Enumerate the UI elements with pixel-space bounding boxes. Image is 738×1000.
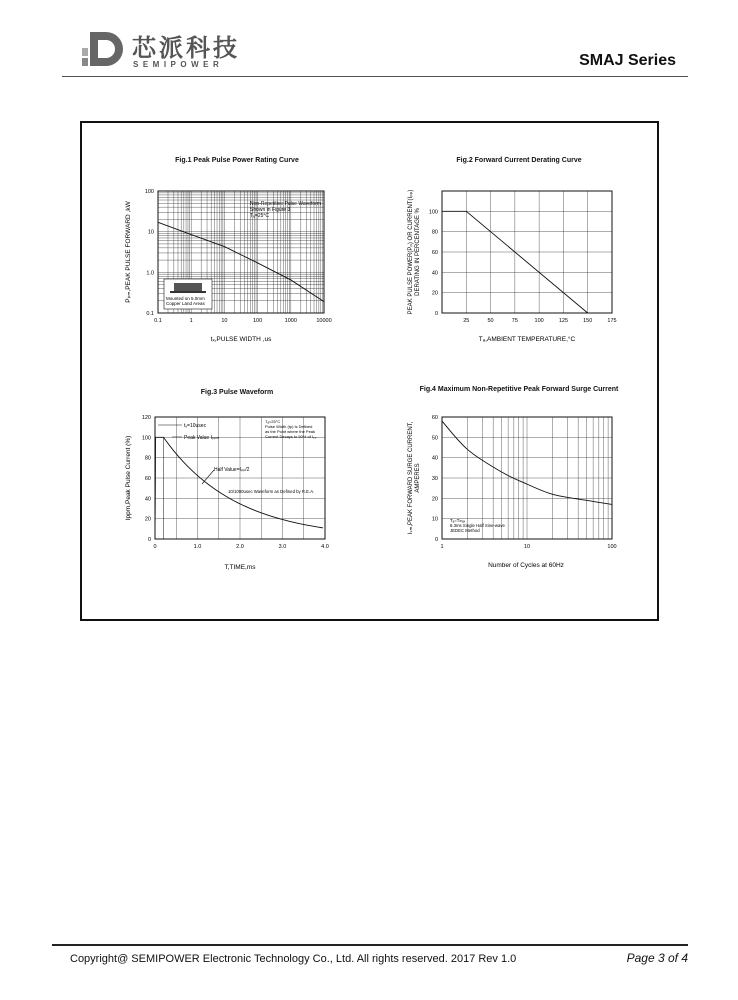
y-tick-label: 20: [431, 496, 438, 503]
fig1-ylabel: Pₚₘ,PEAK PULSE FORWARD ,kW: [125, 201, 132, 303]
y-tick-label: 50: [431, 435, 438, 442]
fig4-note-3: JEDEC Method: [450, 528, 480, 533]
fig2-ylabel-line1: PEAK PULSE POWER(Pₚ) OR CURRENT(Iₚₚ): [408, 189, 414, 315]
brand-chinese-name: 芯派科技: [132, 34, 240, 62]
fig3-xlabel: T,TIME,ms: [224, 564, 256, 571]
fig3-ylabel: Ippm,Peak Pulse Current (%): [125, 435, 132, 521]
x-tick-label: 10: [221, 318, 228, 324]
x-tick-label: 1000: [284, 318, 297, 324]
fig1-note-2: Shown in Figure 3: [250, 207, 291, 213]
y-tick-label: 0: [434, 311, 438, 317]
y-tick-label: 20: [431, 290, 438, 297]
y-tick-label: 100: [144, 189, 154, 195]
x-tick-label: 75: [511, 318, 518, 324]
fig1-device-icon: [174, 283, 202, 291]
fig1-note-5: Copper Land Areas: [166, 301, 205, 306]
x-tick-label: 50: [487, 318, 494, 324]
fig3-note-def3: Current Decays to 50% of Iₚₚ: [265, 434, 317, 439]
fig3-chart: [122, 401, 352, 601]
fig1-container: [122, 157, 352, 357]
y-tick-label: 40: [431, 270, 438, 277]
fig4-ylabel-line1: Iₛₘ,PEAK FORWARD SURGE CURRENT,: [408, 421, 414, 535]
fig3-note-ta: Tₐ=25°C: [265, 419, 281, 424]
fig3-container: [122, 389, 352, 599]
x-tick-label: 10000: [316, 318, 332, 324]
fig3-note-def2: as the Point where the Peak: [265, 429, 316, 434]
y-tick-label: 0.1: [146, 311, 154, 317]
fig4-xlabel: Number of Cycles at 60Hz: [488, 562, 564, 569]
y-tick-label: 10: [147, 229, 154, 236]
y-tick-label: 20: [144, 516, 151, 523]
y-tick-label: 80: [144, 455, 151, 462]
x-tick-label: 3.0: [278, 544, 287, 550]
x-tick-label: 150: [583, 318, 593, 324]
x-tick-label: 125: [558, 318, 569, 324]
y-tick-label: 40: [144, 496, 151, 503]
y-tick-label: 100: [141, 435, 151, 442]
y-tick-label: 60: [431, 415, 438, 421]
fig4-chart: [404, 401, 634, 601]
x-tick-label: 2.0: [236, 544, 244, 550]
y-tick-label: 1.0: [146, 270, 154, 277]
y-tick-label: 80: [431, 229, 438, 236]
fig1-note-1: Non-Repetitive Pulse Waveform: [250, 201, 321, 207]
fig2-title: Fig.2 Forward Current Derating Curve: [456, 157, 582, 164]
fig3-title: Fig.3 Pulse Waveform: [200, 389, 274, 396]
x-tick-label: 1: [440, 544, 444, 550]
y-tick-label: 30: [431, 476, 438, 482]
fig1-pad-icon: [170, 291, 206, 293]
fig4-note-1: Tₐ=Tₘₐₓ: [450, 518, 466, 523]
fig4-title: Fig.4 Maximum Non-Repetitive Peak Forward Surge Current: [419, 386, 619, 393]
y-tick-label: 100: [428, 209, 438, 216]
semipower-logo-icon: [80, 28, 126, 70]
fig2-ylabel-line2: DERATING IN PERCENTAGE %: [415, 208, 421, 296]
series-title: SMAJ Series: [579, 52, 676, 69]
header-divider: [62, 76, 688, 77]
fig1-note-3: Tₐ=25°C: [250, 213, 270, 219]
x-tick-label: 1.0: [193, 544, 202, 550]
x-tick-label: 0: [153, 544, 157, 550]
x-tick-label: 0.1: [154, 318, 162, 324]
x-tick-label: 100: [534, 318, 544, 324]
fig1-title: Fig.1 Peak Pulse Power Rating Curve: [175, 157, 299, 164]
fig3-note-waveform: 10/1000usec Waveform as Defined by R.E.A.: [228, 489, 315, 494]
x-tick-label: 10: [523, 544, 531, 550]
fig1-note-4: Mounted on 5.0mm: [166, 296, 205, 301]
fig2-chart: [404, 169, 634, 359]
fig4-container: [404, 385, 634, 599]
fig3-note-half: Half Value=Iₚₚ/2: [214, 467, 250, 473]
x-tick-label: 4.0: [321, 544, 329, 550]
fig3-half-arrow: [202, 470, 214, 484]
fig4-note-2: 8.3ms Single Half Sine-wave: [450, 523, 505, 528]
footer-divider: [52, 944, 688, 946]
fig4-ylabel-line2: AMPERES: [415, 463, 421, 493]
x-tick-label: 100: [607, 544, 617, 550]
fig3-note-peak: Peak Value Iₚₚₘ: [184, 435, 220, 441]
x-tick-label: 25: [463, 318, 470, 324]
y-tick-label: 60: [431, 250, 438, 256]
y-tick-label: 10: [431, 516, 438, 523]
fig1-chart: [122, 169, 352, 359]
y-tick-label: 60: [144, 476, 151, 482]
figure-panel: [80, 121, 659, 621]
brand-english-name: SEMIPOWER: [133, 60, 224, 69]
company-logo: [80, 28, 280, 72]
x-tick-label: 1: [189, 318, 193, 324]
y-tick-label: 120: [141, 415, 151, 421]
fig3-note-def1: Pulse Width (tp) is Defined: [265, 424, 313, 429]
y-tick-label: 40: [431, 455, 438, 462]
x-tick-label: 175: [607, 318, 617, 324]
y-tick-label: 0: [147, 537, 151, 543]
fig2-container: [404, 157, 634, 357]
fig1-xlabel: tₓ,PULSE WIDTH ,us: [210, 336, 272, 343]
page-number: Page 3 of 4: [626, 951, 688, 965]
x-tick-label: 100: [253, 318, 263, 324]
copyright-text: Copyright@ SEMIPOWER Electronic Technology Co., Ltd. All rights reserved. 2017 Rev 1.0: [70, 953, 517, 965]
fig3-note-tp: tₓ=10usec: [184, 423, 207, 429]
y-tick-label: 0: [434, 537, 438, 543]
fig2-xlabel: Tₐ,AMBIENT TEMPERATURE,°C: [478, 336, 576, 343]
